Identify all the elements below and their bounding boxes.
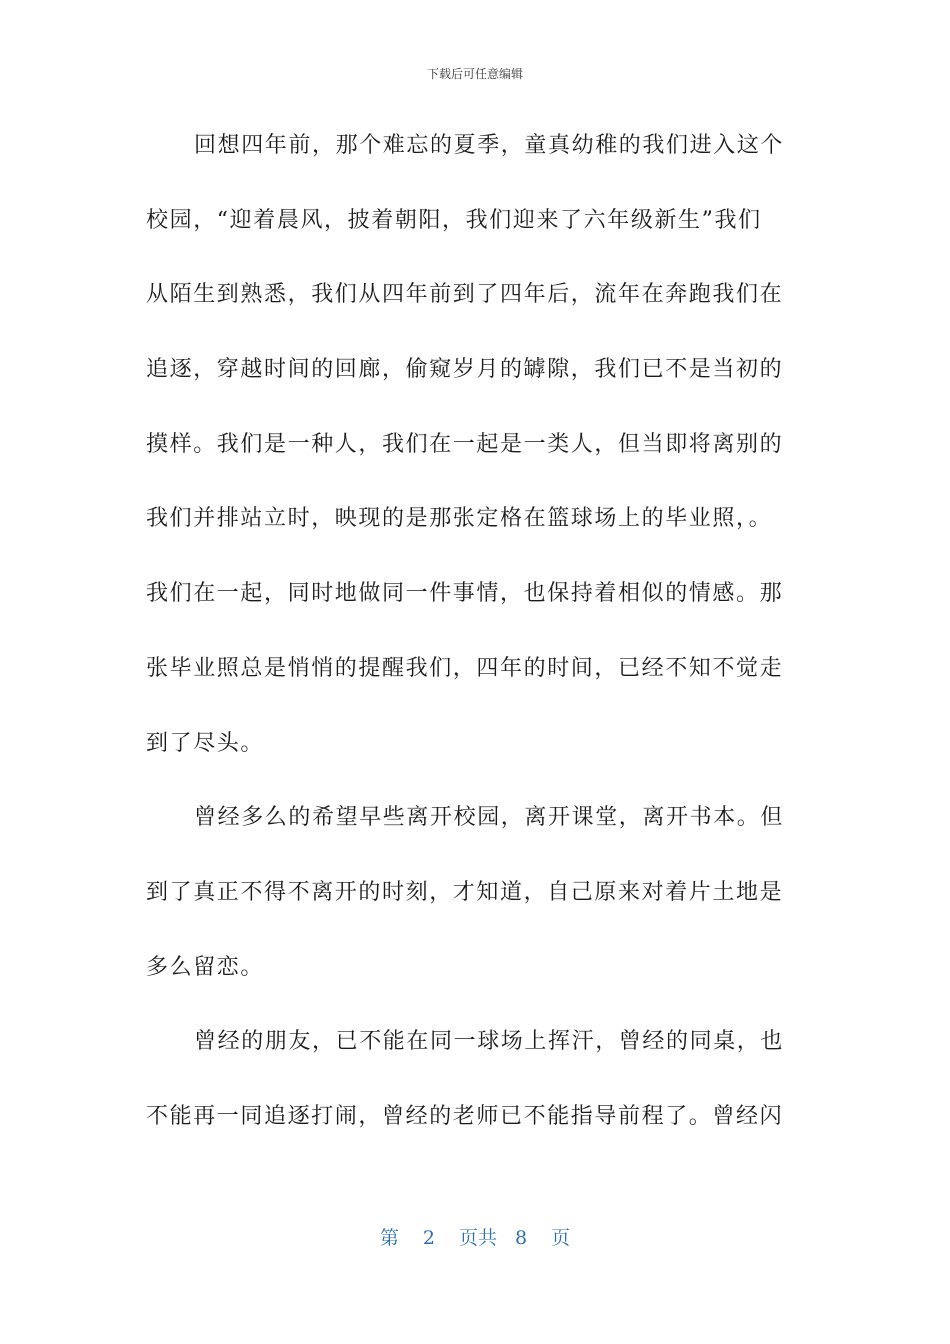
footer-suffix: 页 — [551, 1227, 571, 1249]
footer-middle: 页共 — [458, 1227, 497, 1249]
current-page-number: 2 — [422, 1227, 435, 1249]
text-line: 不能再一同追逐打闹，曾经的老师已不能指导前程了。曾经闪 — [146, 1103, 784, 1129]
text-line: 曾经多么的希望早些离开校园，离开课堂，离开书本。但 — [194, 805, 785, 831]
text-line: 摸样。我们是一种人，我们在一起是一类人，但当即将离别的 — [146, 431, 784, 457]
text-line: 追逐，穿越时间的回廊，偷窥岁月的罅隙，我们已不是当初的 — [146, 357, 784, 383]
paragraph-1 — [146, 124, 790, 796]
text-line: 我们并排站立时，映现的是那张定格在篮球场上的毕业照，。 — [146, 506, 773, 532]
paragraph-3 — [146, 1020, 790, 1169]
text-line: 曾经的朋友，已不能在同一球场上挥汗，曾经的同桌，也 — [194, 1029, 785, 1055]
paragraph-2 — [146, 796, 790, 1020]
text-line: 多么留恋。 — [146, 954, 265, 980]
page-header: 下载后可任意编辑 — [426, 67, 523, 81]
text-line: 回想四年前，那个难忘的夏季，童真幼稚的我们进入这个 — [194, 133, 785, 158]
text-line: 张毕业照总是悄悄的提醒我们，四年的时间，已经不知不觉走 — [146, 655, 784, 681]
text-line: 从陌生到熟悉，我们从四年前到了四年后，流年在奔跑我们在 — [146, 282, 784, 308]
text-line: 校园，“迎着晨风，披着朝阳，我们迎来了六年级新生”我们 — [146, 207, 762, 233]
page-footer — [0, 1224, 950, 1252]
total-page-number: 8 — [515, 1227, 528, 1249]
document-body — [146, 124, 790, 1170]
text-line: 到了尽头。 — [146, 730, 265, 756]
text-line: 到了真正不得不离开的时刻，才知道，自己原来对着片土地是 — [146, 879, 784, 905]
footer-prefix: 第 — [379, 1227, 399, 1249]
text-line: 我们在一起，同时地做同一件事情，也保持着相似的情感。那 — [146, 581, 784, 607]
